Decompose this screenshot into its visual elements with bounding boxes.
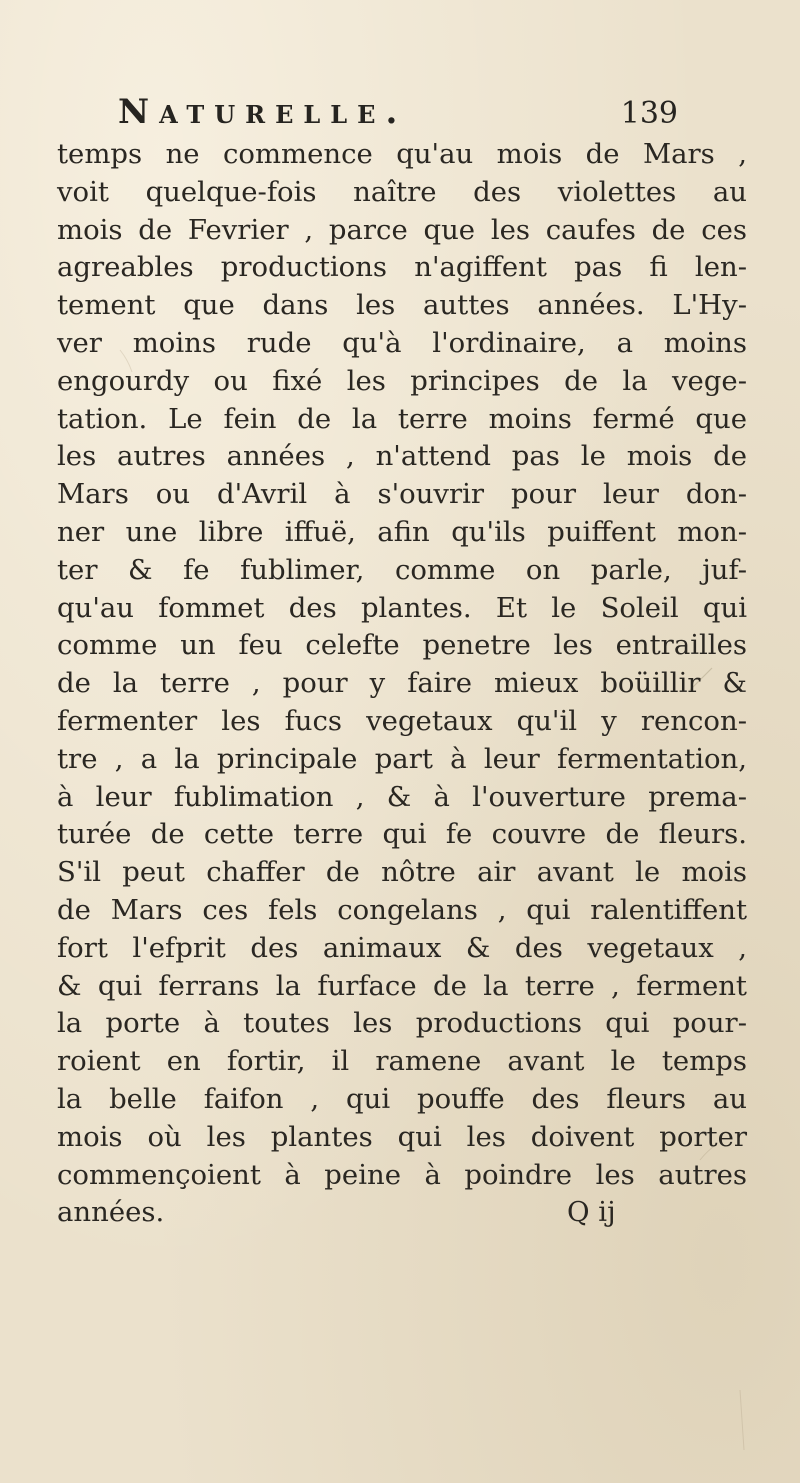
- text-line: S'il peut chaffer de nôtre air avant le mois: [57, 856, 747, 889]
- text-line: qu'au fommet des plantes. Et le Soleil qui: [57, 591, 747, 624]
- text-line: ter & fe fublimer, comme on parle, juf-: [57, 553, 747, 586]
- text-line: ner une libre iffuë, afin qu'ils puiffent mon-: [57, 515, 747, 548]
- text-line: tement que dans les auttes années. L'Hy-: [57, 289, 747, 322]
- text-line: Mars ou d'Avril à s'ouvrir pour leur don-: [57, 478, 747, 511]
- last-line-text: années.: [57, 1196, 165, 1229]
- body-text: [57, 136, 747, 1232]
- text-line: de la terre , pour y faire mieux boüillir &: [57, 667, 747, 700]
- text-line: commençoient à peine à poindre les autres: [57, 1158, 747, 1191]
- text-line-last: [57, 1194, 747, 1232]
- text-line: voit quelque-fois naître des violettes au: [57, 175, 747, 208]
- text-line: de Mars ces fels congelans , qui ralentiffent: [57, 893, 747, 926]
- text-line: à leur fublimation , & à l'ouverture prema-: [57, 780, 747, 813]
- text-line: tation. Le fein de la terre moins fermé que: [57, 402, 747, 435]
- text-line: mois où les plantes qui les doivent porter: [57, 1120, 747, 1153]
- text-line: temps ne commence qu'au mois de Mars ,: [57, 138, 747, 170]
- text-line: turée de cette terre qui fe couvre de fleurs.: [57, 818, 747, 851]
- text-line: les autres années , n'attend pas le mois de: [57, 440, 747, 473]
- running-head-title: Naturelle.: [118, 92, 408, 132]
- text-line: ver moins rude qu'à l'ordinaire, a moins: [57, 326, 747, 359]
- page-number: 139: [620, 96, 678, 131]
- text-line: mois de Fevrier , parce que les caufes de ces: [57, 213, 747, 246]
- text-line: comme un feu celefte penetre les entrailles: [57, 629, 747, 662]
- text-line: fort l'efprit des animaux & des vegetaux ,: [57, 931, 747, 964]
- text-line: la porte à toutes les productions qui pour-: [57, 1007, 747, 1040]
- catchword: Q ij: [567, 1196, 616, 1229]
- text-line: agreables productions n'agiffent pas fi len-: [57, 251, 747, 284]
- running-head: [118, 92, 678, 142]
- text-line: roient en fortir, il ramene avant le temps: [57, 1045, 747, 1078]
- text-line: tre , a la principale part à leur fermentation,: [57, 742, 747, 775]
- text-line: fermenter les fucs vegetaux qu'il y rencon-: [57, 704, 747, 737]
- text-line: engourdy ou fixé les principes de la vege-: [57, 364, 747, 397]
- text-line: la belle faifon , qui pouffe des fleurs au: [57, 1082, 747, 1115]
- text-line: & qui ferrans la furface de la terre , ferment: [57, 969, 747, 1002]
